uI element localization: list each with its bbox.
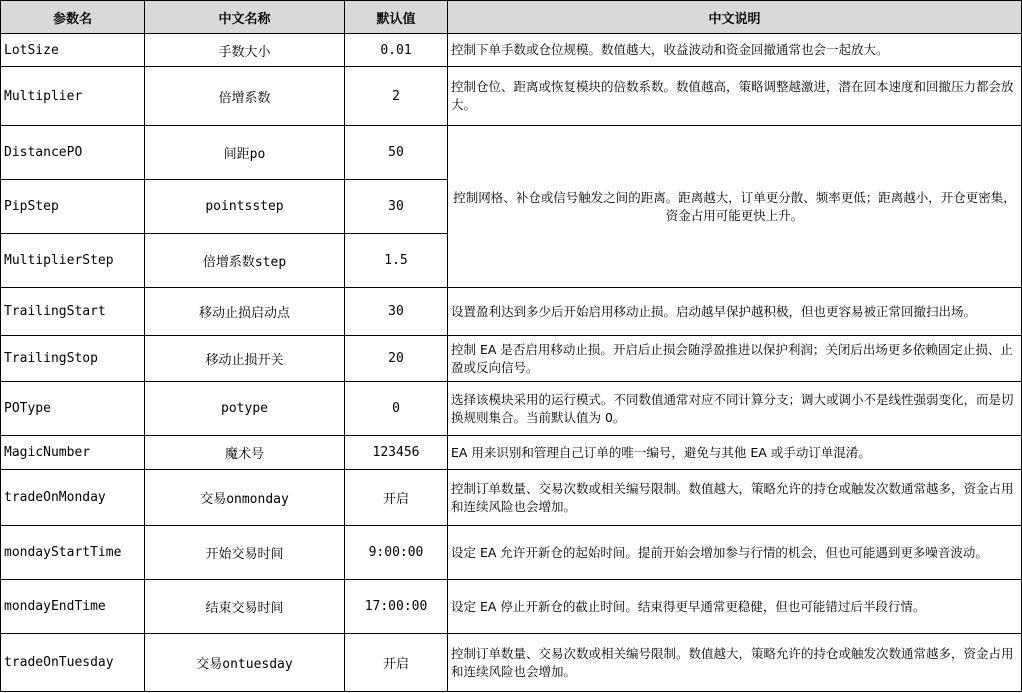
param-name: TrailingStop (1, 336, 145, 382)
default-value: 0.01 (345, 34, 448, 67)
description: 设定 EA 停止开新仓的截止时间。结束得更早通常更稳健，但也可能错过后半段行情。 (448, 580, 1022, 634)
param-name: mondayEndTime (1, 580, 145, 634)
cn-name: pointsstep (145, 180, 345, 234)
table-row (1, 126, 1022, 180)
cn-name: 移动止损启动点 (145, 288, 345, 336)
cn-name: 交易ontuesday (145, 634, 345, 692)
description: 控制订单数量、交易次数或相关编号限制。数值越大，策略允许的持仓或触发次数通常越多，资金占用和连续风险也会增加。 (448, 470, 1022, 526)
default-value: 50 (345, 126, 448, 180)
cn-name: 手数大小 (145, 34, 345, 67)
table-row (1, 470, 1022, 526)
param-name: tradeOnMonday (1, 470, 145, 526)
param-name: POType (1, 382, 145, 436)
header-param: 参数名 (1, 1, 145, 34)
cn-name: 交易onmonday (145, 470, 345, 526)
cn-name: 移动止损开关 (145, 336, 345, 382)
default-value: 1.5 (345, 234, 448, 288)
table-row (1, 436, 1022, 470)
cn-name: 倍增系数step (145, 234, 345, 288)
default-value: 17:00:00 (345, 580, 448, 634)
table-row (1, 67, 1022, 126)
default-value: 2 (345, 67, 448, 126)
param-name: TrailingStart (1, 288, 145, 336)
description: 控制 EA 是否启用移动止损。开启后止损会随浮盈推进以保护利润；关闭后出场更多依赖固定止损、止盈或反向信号。 (448, 336, 1022, 382)
param-name: MagicNumber (1, 436, 145, 470)
default-value: 0 (345, 382, 448, 436)
description: 控制仓位、距离或恢复模块的倍数系数。数值越高，策略调整越激进，潜在回本速度和回撤压力都会放大。 (448, 67, 1022, 126)
header-description: 中文说明 (448, 1, 1022, 34)
cn-name: 倍增系数 (145, 67, 345, 126)
table-row (1, 336, 1022, 382)
param-name: mondayStartTime (1, 526, 145, 580)
default-value: 123456 (345, 436, 448, 470)
description: 控制下单手数或仓位规模。数值越大，收益波动和资金回撤通常也会一起放大。 (448, 34, 1022, 67)
cn-name: 间距po (145, 126, 345, 180)
description: 控制网格、补仓或信号触发之间的距离。距离越大，订单更分散、频率更低；距离越小，开仓更密集，资金占用可能更快上升。 (448, 126, 1022, 288)
param-name: PipStep (1, 180, 145, 234)
table-row (1, 634, 1022, 692)
default-value: 9:00:00 (345, 526, 448, 580)
param-name: DistancePO (1, 126, 145, 180)
description: 设定 EA 允许开新仓的起始时间。提前开始会增加参与行情的机会，但也可能遇到更多噪音波动。 (448, 526, 1022, 580)
cn-name: 魔术号 (145, 436, 345, 470)
param-name: LotSize (1, 34, 145, 67)
table-row (1, 382, 1022, 436)
description: 设置盈利达到多少后开始启用移动止损。启动越早保护越积极，但也更容易被正常回撤扫出场。 (448, 288, 1022, 336)
description: EA 用来识别和管理自己订单的唯一编号，避免与其他 EA 或手动订单混淆。 (448, 436, 1022, 470)
default-value: 20 (345, 336, 448, 382)
description: 选择该模块采用的运行模式。不同数值通常对应不同计算分支；调大或调小不是线性强弱变化，而是切换规则集合。当前默认值为 0。 (448, 382, 1022, 436)
default-value: 开启 (345, 470, 448, 526)
description: 控制订单数量、交易次数或相关编号限制。数值越大，策略允许的持仓或触发次数通常越多，资金占用和连续风险也会增加。 (448, 634, 1022, 692)
table-row (1, 526, 1022, 580)
cn-name: 结束交易时间 (145, 580, 345, 634)
table-row (1, 288, 1022, 336)
header-default: 默认值 (345, 1, 448, 34)
param-name: tradeOnTuesday (1, 634, 145, 692)
cn-name: potype (145, 382, 345, 436)
param-name: Multiplier (1, 67, 145, 126)
param-name: MultiplierStep (1, 234, 145, 288)
default-value: 开启 (345, 634, 448, 692)
table-header-row (1, 1, 1022, 34)
table-row (1, 34, 1022, 67)
cn-name: 开始交易时间 (145, 526, 345, 580)
table-row (1, 580, 1022, 634)
default-value: 30 (345, 288, 448, 336)
header-cn-name: 中文名称 (145, 1, 345, 34)
default-value: 30 (345, 180, 448, 234)
